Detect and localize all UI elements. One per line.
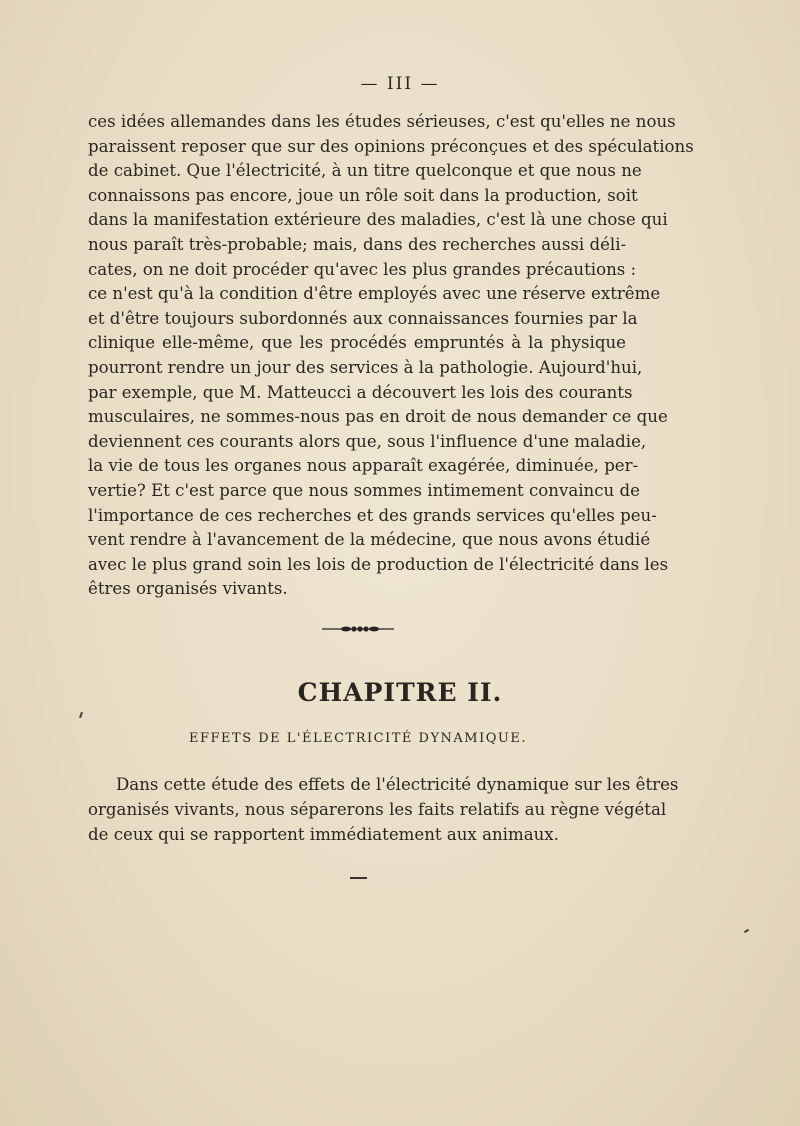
ink-speck bbox=[79, 712, 83, 718]
chapter-subtitle: EFFETS DE L'ÉLECTRICITÉ DYNAMIQUE. bbox=[189, 731, 527, 746]
text-line: ce n'est qu'à la condition d'être employés avec une réserve extrême bbox=[88, 284, 661, 304]
ink-speck bbox=[744, 929, 749, 933]
text-line: pourront rendre un jour des services à la pathologie. Aujourd'hui, bbox=[88, 357, 643, 377]
text-line: connaissons pas encore, joue un rôle soit dans la production, soit bbox=[88, 185, 638, 205]
text-line: nous paraît très-probable; mais, dans des recherches aussi déli- bbox=[88, 234, 627, 254]
text-line: la vie de tous les organes nous apparaît exagérée, diminuée, per- bbox=[88, 456, 639, 476]
chapter-title: CHAPITRE II. bbox=[297, 678, 503, 707]
text-line: Dans cette étude des effets de l'électricité dynamique sur les êtres bbox=[116, 775, 679, 794]
chapter-intro-paragraph bbox=[88, 772, 679, 847]
text-line: ces idées allemandes dans les études sérieuses, c'est qu'elles ne nous bbox=[88, 112, 676, 131]
end-rule bbox=[350, 877, 367, 879]
text-line: avec le plus grand soin les lois de production de l'électricité dans les bbox=[88, 554, 669, 574]
text-line: musculaires, ne sommes-nous pas en droit de nous demander ce que bbox=[88, 407, 668, 427]
text-line: paraissent reposer que sur des opinions préconçues et des spéculations bbox=[88, 136, 694, 156]
text-line: vertie? Et c'est parce que nous sommes intimement convaincu de bbox=[88, 480, 640, 500]
text-line: par exemple, que M. Matteucci a découvert les lois des courants bbox=[88, 382, 633, 402]
text-line: de cabinet. Que l'électricité, à un titre quelconque et que nous ne bbox=[88, 161, 642, 181]
text-line: et d'être toujours subordonnés aux connaissances fournies par la bbox=[88, 308, 638, 328]
text-line: vent rendre à l'avancement de la médecine, que nous avons étudié bbox=[88, 530, 651, 550]
section-ornament bbox=[322, 624, 394, 634]
text-line: dans la manifestation extérieure des maladies, c'est là une chose qui bbox=[88, 210, 668, 230]
page-number: — III — bbox=[360, 74, 440, 94]
text-line: de ceux qui se rapportent immédiatement aux animaux. bbox=[88, 825, 559, 844]
text-line: l'importance de ces recherches et des grands services qu'elles peu- bbox=[88, 505, 657, 525]
text-line: clinique elle-même, que les procédés empruntés à la physique bbox=[88, 333, 626, 353]
text-line: cates, on ne doit procéder qu'avec les plus grandes précautions : bbox=[88, 259, 637, 279]
text-line: êtres organisés vivants. bbox=[88, 579, 288, 599]
body-paragraph bbox=[88, 110, 694, 602]
text-line: organisés vivants, nous séparerons les faits relatifs au règne végétal bbox=[88, 800, 667, 819]
text-line: deviennent ces courants alors que, sous l'influence d'une maladie, bbox=[88, 431, 647, 451]
